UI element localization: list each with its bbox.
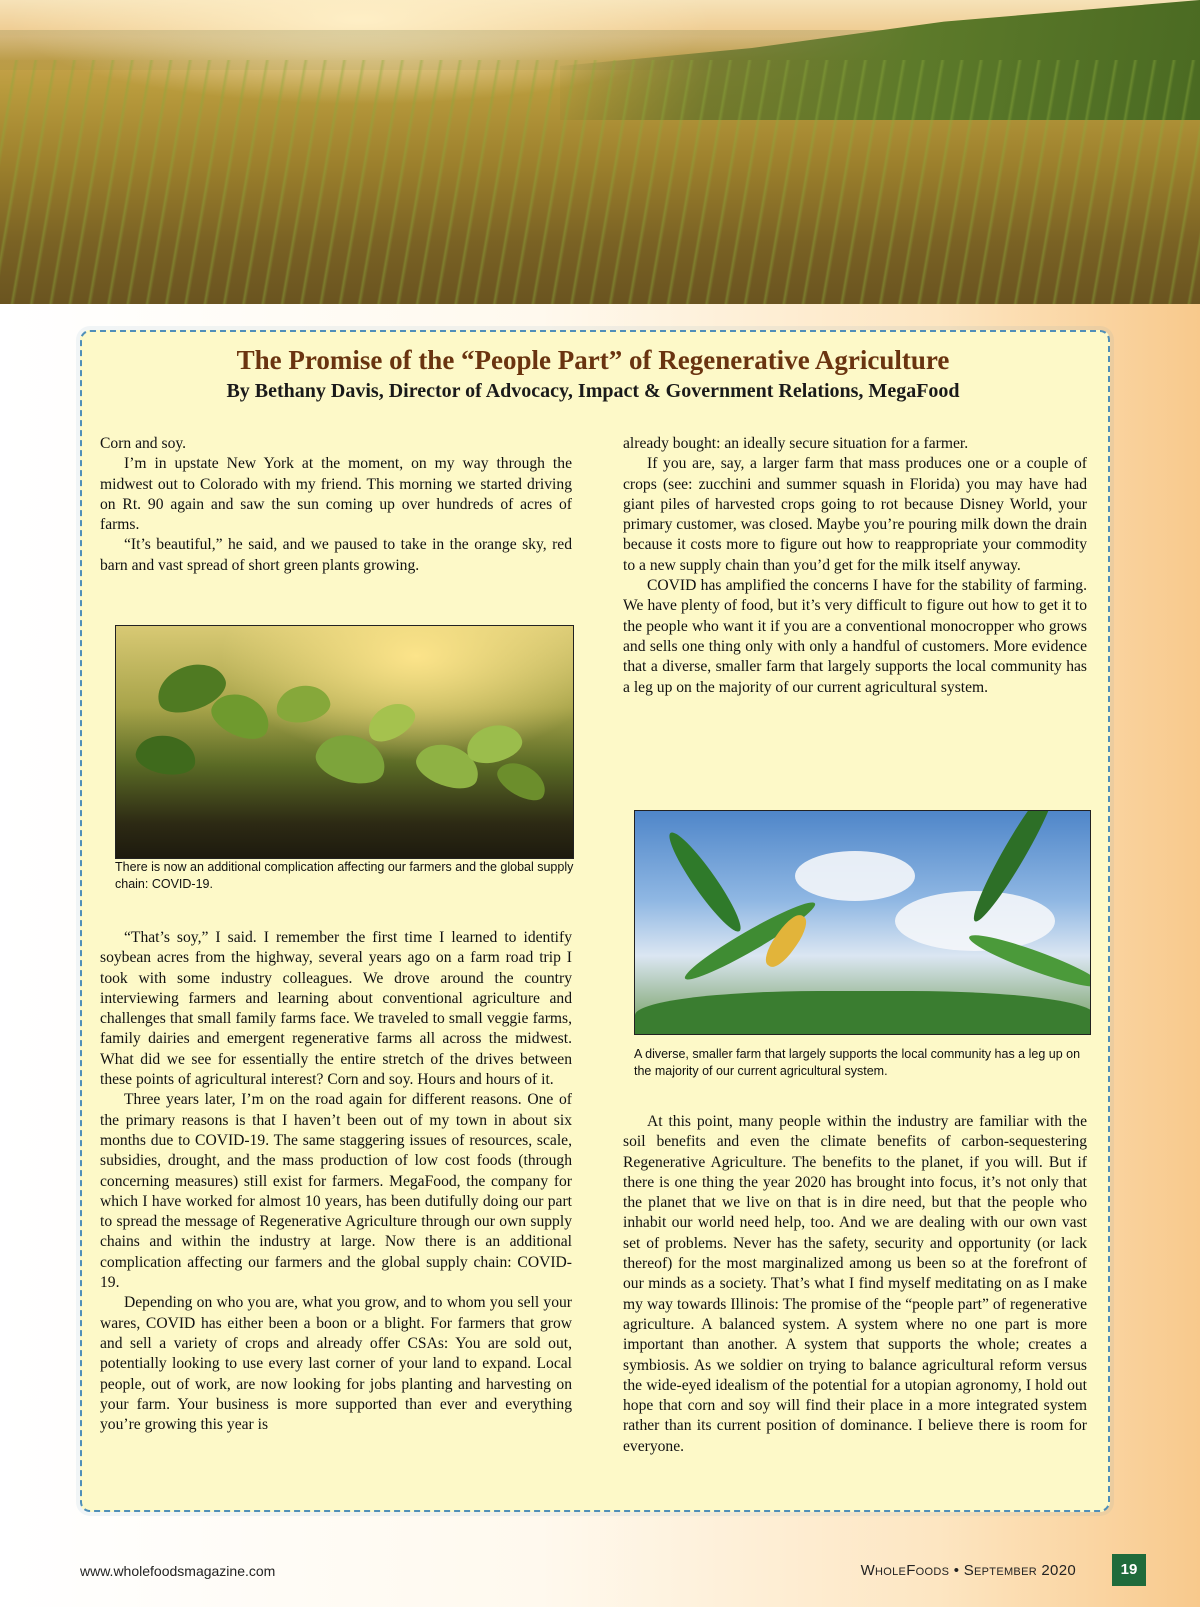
cloud (795, 851, 915, 901)
soybean-seedlings-photo (115, 625, 574, 859)
footer-magazine-issue: WholeFoods • September 2020 (860, 1562, 1076, 1579)
corn-canopy (635, 991, 1091, 1035)
crop-rows (0, 60, 1200, 304)
paragraph: Corn and soy. (100, 435, 187, 452)
article-byline: By Bethany Davis, Director of Advocacy, Impact & Government Relations, MegaFood (226, 380, 960, 402)
paragraph: If you are, say, a larger farm that mass produces one or a couple of crops (see: zucchini and summer squash in Florida) you may have had giant piles of harvested crops going to rot because Disney World, your primary customer, was closed. Maybe you’re pouring milk down the drain because it costs more to figure out how to reappropriate your commodity to a new supply chain than you’d get for the milk itself anyway. (623, 455, 1087, 574)
leaf (133, 731, 199, 779)
corn-stalks-sky-photo (634, 810, 1091, 1035)
paragraph: COVID has amplified the concerns I have for the stability of farming. We have plenty of food, but it’s very difficult to figure out how to get it to the people who want it if you are a conventional monocropper who grows and sells one thing only with only a handful of customers. More evidence that a diverse, smaller farm that largely supports the local community has a leg up on the majority of our current agricultural system. (623, 577, 1087, 696)
paragraph: “It’s beautiful,” he said, and we paused to take in the orange sky, red barn and vast spread of short green plants growing. (100, 536, 572, 574)
paragraph: “That’s soy,” I said. I remember the first time I learned to identify soybean acres from the highway, several years ago on a farm road trip I took with some industry colleagues. We drove around the country interviewing farmers and learning about conventional agriculture and challenges that small family farms face. We traveled to small veggie farms, family dairies and emergent regenerative farms all across the midwest. What did we see for essentially the entire stretch of the drives between these points of agricultural interest? Corn and soy. Hours and hours of it. (100, 929, 572, 1089)
footer-url: www.wholefoodsmagazine.com (80, 1563, 276, 1579)
leaf (361, 696, 420, 749)
paragraph: Depending on who you are, what you grow, and to whom you sell your wares, COVID has either been a boon or a blight. For farmers that grow and sell a variety of crops and already offer CSAs: You are sold out, potentially looking to use every last corner of your land to expand. Local people, out of work, are now looking for jobs planting and harvesting on your farm. Your business is more supported than ever and everything you’re growing this year is (100, 1294, 572, 1434)
corn-leaf (662, 827, 749, 938)
paragraph: At this point, many people within the industry are familiar with the soil benefits and even the climate benefits of carbon-sequestering Regenerative Agriculture. The benefits to the planet, if you will. But if there is one thing the year 2020 has brought into focus, it’s not only that the planet that we live on that is in dire need, but that the people who inhabit our world need help, too. And we are dealing with our own vast set of problems. Never has the safety, security and opportunity (or lack thereof) for the most marginalized among us been so at the forefront of our minds as a society. That’s what I find myself meditating on as I make my way towards Illinois: The promise of the “people part” of regenerative agriculture. A balanced system. A system where no one part is more important than another. A system that supports the whole; creates a symbiosis. As we soldier on trying to balance agricultural reform versus the wide-eyed idealism of the potential for a utopian agronomy, I hold out hope that corn and soy will find their place in a more integrated system rather than its current position of dominance. I believe there is room for everyone. (623, 1113, 1087, 1455)
paragraph: I’m in upstate New York at the moment, on my way through the midwest out to Colorado with my friend. This morning we started driving on Rt. 90 again and saw the sun coming up over hundreds of acres of farms. (100, 455, 572, 534)
right-column-bottom (623, 1112, 1087, 1457)
paragraph: Three years later, I’m on the road again for different reasons. One of the primary reasons is that I haven’t been out of my town in about six months due to COVID-19. The same staggering issues of resources, scale, subsidies, drought, and the mass production of low cost foods (through concerning measures) still exist for farmers. MegaFood, the company for which I have worked for almost 10 years, has been dutifully doing our part to spread the message of Regenerative Agriculture through our own supply chains and within the industry at large. Now there is an additional complication affecting our farmers and the global supply chain: COVID-19. (100, 1091, 572, 1292)
leaf (492, 755, 552, 807)
photo-caption: A diverse, smaller farm that largely supports the local community has a leg up on the majority of our current agricultural system. (634, 1047, 1081, 1078)
paragraph: already bought: an ideally secure situation for a farmer. (623, 435, 969, 452)
right-column-top (623, 434, 1087, 698)
wheat-field-banner (0, 0, 1200, 304)
left-column-bottom (100, 928, 572, 1435)
article-title: The Promise of the “People Part” of Regenerative Agriculture (236, 345, 950, 375)
photo-caption: There is now an additional complication affecting our farmers and the global supply chain: COVID-19. (115, 860, 574, 891)
left-column-top (100, 434, 572, 576)
leaf (273, 682, 332, 727)
page-number-badge: 19 (1112, 1554, 1146, 1586)
